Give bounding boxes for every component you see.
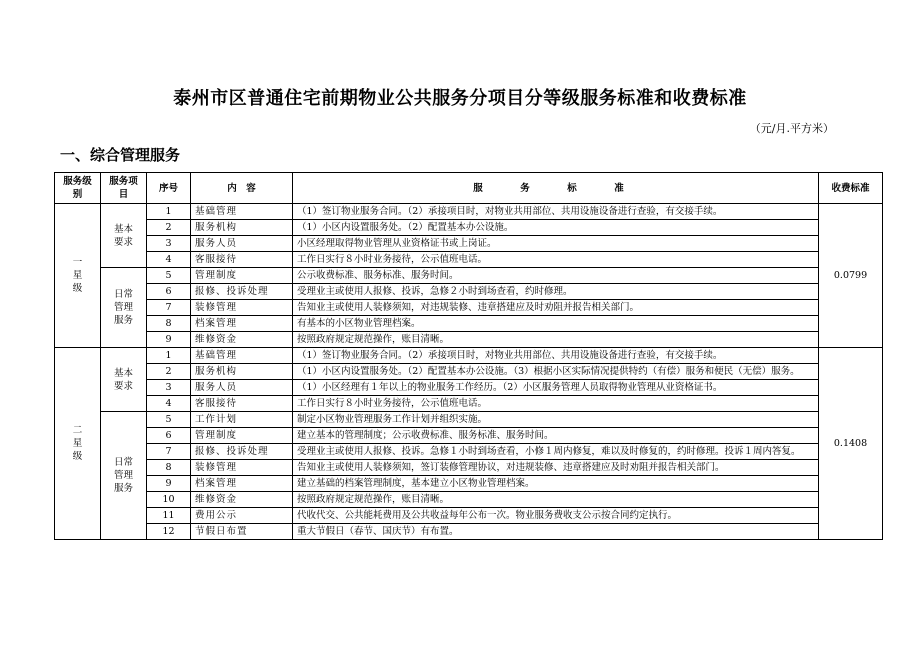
section-heading: 一、综合管理服务 [60, 146, 181, 164]
table-row [55, 252, 883, 268]
standard-cell: （1）小区经理有１年以上的物业服务工作经历。（2）小区服务管理人员取得物业管理从业资格证书。 [293, 380, 819, 396]
service-level-cell: 一星级 [55, 204, 101, 348]
seq-cell: 3 [147, 380, 191, 396]
table-row [55, 428, 883, 444]
standard-cell: 告知业主或使用人装修须知，签订装修管理协议，对违规装修、违章搭建应及时劝阻并报告相关部门。 [293, 460, 819, 476]
content-cell: 费用公示 [191, 508, 293, 524]
fee-cell: 0.0799 [819, 204, 883, 348]
header-content: 内 容 [191, 173, 293, 204]
seq-cell: 5 [147, 412, 191, 428]
content-cell: 维修资金 [191, 332, 293, 348]
table-row [55, 204, 883, 220]
table-row [55, 300, 883, 316]
service-item-cell: 日常管理服务 [101, 268, 147, 348]
table-row [55, 220, 883, 236]
content-cell: 档案管理 [191, 476, 293, 492]
table-row [55, 444, 883, 460]
seq-cell: 8 [147, 460, 191, 476]
content-cell: 报修、投诉处理 [191, 444, 293, 460]
content-cell: 装修管理 [191, 460, 293, 476]
seq-cell: 3 [147, 236, 191, 252]
service-item-cell: 日常管理服务 [101, 412, 147, 540]
table-row [55, 476, 883, 492]
content-cell: 报修、投诉处理 [191, 284, 293, 300]
content-cell: 客服接待 [191, 396, 293, 412]
seq-cell: 4 [147, 396, 191, 412]
seq-cell: 1 [147, 348, 191, 364]
unit-note: （元/月.平方米） [749, 122, 834, 135]
standard-cell: 受理业主或使用人报修、投诉。急修１小时到场查看，小修１周内修复，难以及时修复的，约时修理。投诉１周内答复。 [293, 444, 819, 460]
seq-cell: 2 [147, 220, 191, 236]
content-cell: 节假日布置 [191, 524, 293, 540]
table-body [55, 204, 883, 540]
table-row [55, 316, 883, 332]
header-standard: 服 务 标 准 [293, 173, 819, 204]
table-row [55, 396, 883, 412]
content-cell: 档案管理 [191, 316, 293, 332]
service-item-cell: 基本要求 [101, 204, 147, 268]
table-row [55, 364, 883, 380]
document-title: 泰州市区普通住宅前期物业公共服务分项目分等级服务标准和收费标准 [173, 88, 747, 109]
standard-cell: （1）签订物业服务合同。（2）承接项目时，对物业共用部位、共用设施设备进行查验，有交接手续。 [293, 348, 819, 364]
standard-cell: 小区经理取得物业管理从业资格证书或上岗证。 [293, 236, 819, 252]
seq-cell: 12 [147, 524, 191, 540]
fee-cell: 0.1408 [819, 348, 883, 540]
standard-cell: 按照政府规定规范操作，账目清晰。 [293, 332, 819, 348]
table-header-row [55, 173, 883, 204]
seq-cell: 7 [147, 444, 191, 460]
standard-cell: （1）小区内设置服务处。（2）配置基本办公设施。（3）根据小区实际情况提供特约（有偿）服务和便民（无偿）服务。 [293, 364, 819, 380]
content-cell: 管理制度 [191, 428, 293, 444]
standard-cell: 有基本的小区物业管理档案。 [293, 316, 819, 332]
standard-cell: 工作日实行８小时业务接待，公示值班电话。 [293, 252, 819, 268]
standard-cell: 公示收费标准、服务标准、服务时间。 [293, 268, 819, 284]
seq-cell: 4 [147, 252, 191, 268]
content-cell: 维修资金 [191, 492, 293, 508]
seq-cell: 9 [147, 476, 191, 492]
header-level: 服务级别 [55, 173, 101, 204]
standard-cell: 建立基础的档案管理制度，基本建立小区物业管理档案。 [293, 476, 819, 492]
service-item-cell: 基本要求 [101, 348, 147, 412]
table-row [55, 492, 883, 508]
content-cell: 管理制度 [191, 268, 293, 284]
content-cell: 客服接待 [191, 252, 293, 268]
content-cell: 基础管理 [191, 348, 293, 364]
content-cell: 服务机构 [191, 220, 293, 236]
seq-cell: 10 [147, 492, 191, 508]
seq-cell: 6 [147, 428, 191, 444]
table-row [55, 236, 883, 252]
standard-cell: （1）签订物业服务合同。（2）承接项目时，对物业共用部位、共用设施设备进行查验，有交接手续。 [293, 204, 819, 220]
table-row [55, 268, 883, 284]
content-cell: 服务人员 [191, 236, 293, 252]
standard-cell: 工作日实行８小时业务接待，公示值班电话。 [293, 396, 819, 412]
standard-cell: 受理业主或使用人报修、投诉，急修２小时到场查看，约时修理。 [293, 284, 819, 300]
content-cell: 工作计划 [191, 412, 293, 428]
table-row [55, 508, 883, 524]
seq-cell: 2 [147, 364, 191, 380]
service-standard-table [54, 172, 883, 540]
content-cell: 装修管理 [191, 300, 293, 316]
seq-cell: 9 [147, 332, 191, 348]
standard-cell: 制定小区物业管理服务工作计划并组织实施。 [293, 412, 819, 428]
seq-cell: 6 [147, 284, 191, 300]
standard-cell: 重大节假日（春节、国庆节）有布置。 [293, 524, 819, 540]
content-cell: 基础管理 [191, 204, 293, 220]
seq-cell: 1 [147, 204, 191, 220]
service-level-cell: 二星级 [55, 348, 101, 540]
content-cell: 服务机构 [191, 364, 293, 380]
standard-cell: 按照政府规定规范操作，账目清晰。 [293, 492, 819, 508]
header-seq: 序号 [147, 173, 191, 204]
standard-cell: （1）小区内设置服务处。（2）配置基本办公设施。 [293, 220, 819, 236]
table-row [55, 412, 883, 428]
table-row [55, 332, 883, 348]
seq-cell: 7 [147, 300, 191, 316]
table-row [55, 380, 883, 396]
standard-cell: 告知业主或使用人装修须知，对违规装修、违章搭建应及时劝阻并报告相关部门。 [293, 300, 819, 316]
header-item: 服务项目 [101, 173, 147, 204]
standard-cell: 建立基本的管理制度；公示收费标准、服务标准、服务时间。 [293, 428, 819, 444]
table-row [55, 460, 883, 476]
table-row [55, 524, 883, 540]
standard-cell: 代收代交、公共能耗费用及公共收益每年公布一次。物业服务费收支公示按合同约定执行。 [293, 508, 819, 524]
table-row [55, 348, 883, 364]
table-row [55, 284, 883, 300]
seq-cell: 11 [147, 508, 191, 524]
header-fee: 收费标准 [819, 173, 883, 204]
seq-cell: 8 [147, 316, 191, 332]
content-cell: 服务人员 [191, 380, 293, 396]
seq-cell: 5 [147, 268, 191, 284]
